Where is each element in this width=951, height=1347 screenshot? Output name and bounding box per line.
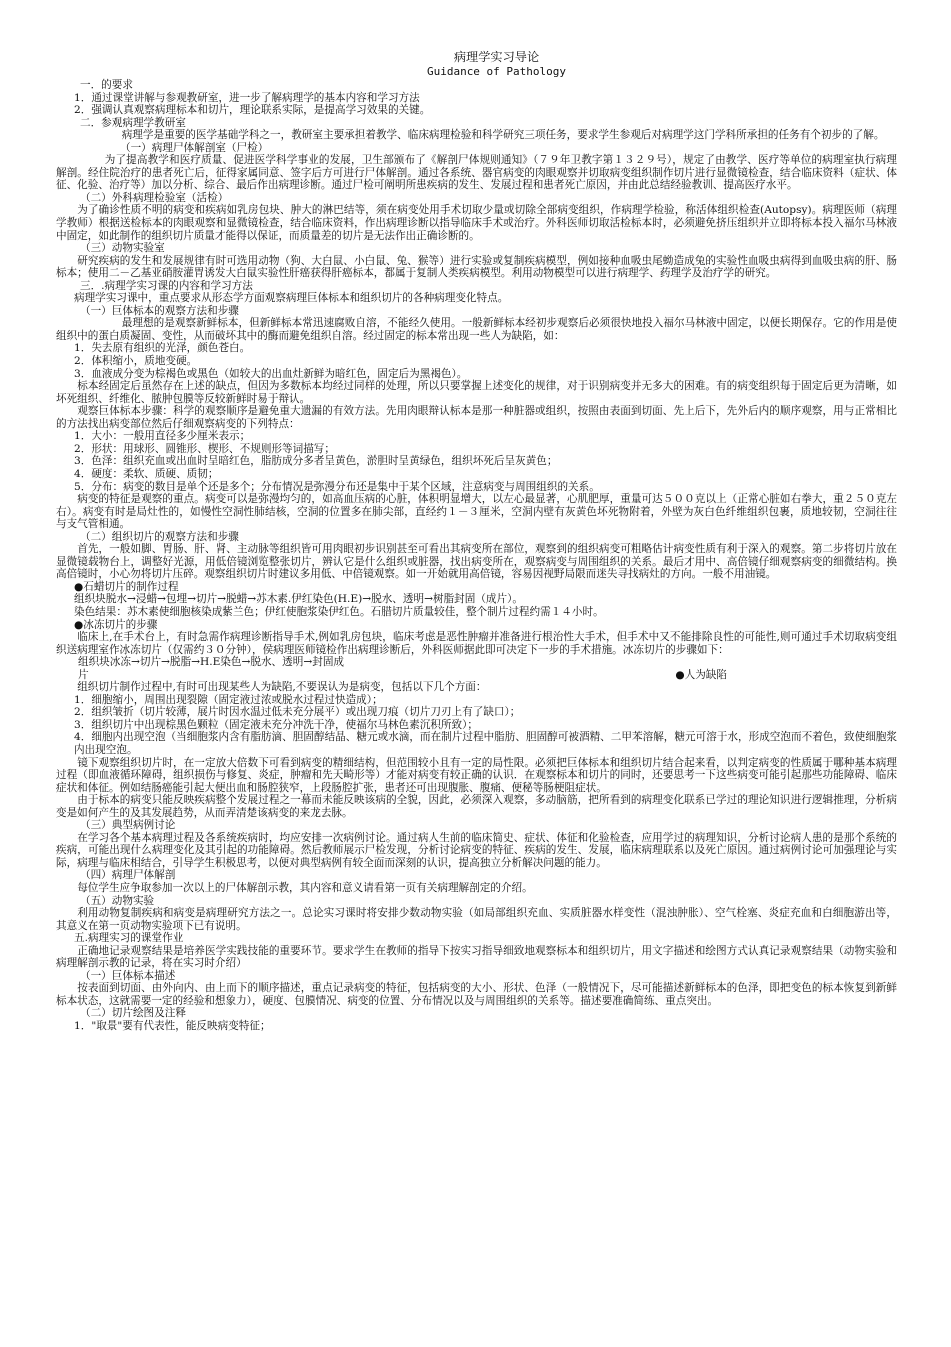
document-body [56, 79, 897, 1033]
paragraph: 组织切片制作过程中,有时可出现某些人为缺陷,不要误认为是病变，包括以下几个方面： [77, 681, 487, 694]
paragraph: 2．形状：用球形、圆锥形、楔形、不规则形等词描写； [74, 442, 335, 455]
paragraph: 观察巨体标本步骤：科学的观察顺序是避免重大遗漏的有效方法。先用肉眼辩认标本是那一种脏器或组织，按照由表面到切面、先上后下，先外后内的顺序观察，用与正常相比的方法找出病变部位然后仔细观察病变的下列特点： [56, 405, 897, 430]
paragraph: 2．体积缩小，质地变硬。 [74, 355, 198, 368]
section-heading: （五）动物实验 [80, 894, 155, 907]
paragraph: 每位学生应争取参加一次以上的尸体解剖示教，其内容和意义请看第一页有关病理解剖定的介绍。 [77, 882, 533, 894]
paragraph: 正确地记录观察结果是培养医学实践技能的重要环节。要求学生在教师的指导下按实习指导细致地观察标本和组织切片，用文字描述和绘图方式认真记录观察结果（动物实验和病理解剖示教的记录，将在实习时介绍） [56, 944, 897, 970]
paragraph: 1．"取景"要有代表性，能反映病变特征； [74, 1020, 271, 1033]
paragraph: 染色结果：苏木素使细胞核染成紫兰色；伊红使胞浆染伊红色。石腊切片质量较佳，整个制片过程约需１４小时。 [74, 605, 604, 618]
paragraph-left-text: 片 [78, 668, 89, 681]
paragraph: ●冰冻切片的步骤 [74, 618, 158, 631]
paragraph: 2．组织皱折（切片较薄，展片时因水温过低未充分展平）或出现刀痕（切片刀刃上有了缺口）； [74, 706, 521, 719]
paragraph: 2．强调认真观察病理标本和切片，理论联系实际，是提高学习效果的关键。 [74, 104, 431, 117]
document-subtitle: Guidance of Pathology [426, 65, 567, 78]
paragraph: 组织块冰冻→切片→脱脂→H.E染色→脱水、透明→封固成 [78, 656, 345, 669]
paragraph: 1．大小：一般用直径多少厘米表示； [74, 430, 251, 443]
section-heading: （四）病理尸体解剖 [80, 869, 176, 882]
paragraph: 最理想的是观察新鲜标本，但新鲜标本常迅速腐败自溶，不能经久使用。一般新鲜标本经初步观察后必须很快地投入福尔马林液中固定，以便长期保存。它的作用是使组织中的蛋白质凝固、变性，从而破坏其中的酶而避免组织自溶。经过固定的标本常出现一些人为缺陷，如： [56, 317, 897, 342]
paragraph: 1．细胞缩小，周围出现裂隙（固定液过浓或脱水过程过快造成）； [74, 693, 383, 706]
section-heading: （三）动物实验室 [80, 242, 165, 255]
section-heading: （二）切片绘图及注释 [80, 1007, 186, 1020]
paragraph: 按表面到切面、由外向内、由上而下的顺序描述，重点记录病变的特征，包括病变的大小、形状、色泽（一般情况下，尽可能描述新鲜标本的色泽，即把变色的标本恢复到新鲜标本状态，这就需要一定的经验和想象力），硬度、包膜情况、病变的位置、分布情况以及与周围组织的关系等。描述要准确简练、重点突出。 [56, 982, 897, 1007]
paragraph: 首先，一般如脚、胃肠、肝、肾、主动脉等组织皆可用肉眼初步识别甚至可看出其病变所在部位，观察到的组织病变可粗略估计病变性质有利于深入的观察。第二步将切片放在显微镜载物台上，调整好光源，用低倍镜浏览整张切片，辨认它是什么组织或脏器，找出病变所在，观察病变与周围组织的关系。最后才用中、高倍镜仔细观察病变的细微结构。换高倍镜时，小心勿将切片压碎。观察组织切片时建议多用低、中倍镜观察。如一开始就用高倍镜，容易因视野局限而迷失寻找病灶的方向。一般不用油镜。 [56, 543, 897, 581]
paragraph-split [56, 669, 897, 682]
paragraph: ●石蜡切片的制作过程 [74, 580, 179, 593]
section-heading: 一．的要求 [80, 79, 133, 91]
paragraph: 组织块脱水→浸蜡→包埋→切片→脱蜡→苏木素.伊红染色(H.E)→脱水、透明→树脂封固（成片）。 [74, 593, 523, 606]
paragraph: 为了提高教学和医疗质量、促进医学科学事业的发展，卫生部颁布了《解剖尸体规则通知》（７９年卫教字第１３２９号），规定了由教学、医疗等单位的病理室执行病理解剖。经住院治疗的患者死亡后，征得家属同意、签字后方可进行尸体解剖。通过各系统、器官病变的肉眼观察并切取病变组织制作切片进行显微镜检查，结合临床资料（症状、体征、化验、治疗等）加以分析、综合、最后作出病理诊断。通过尸检可阐明所患疾病的发生、发展过程和患者死亡原因，并由此总结经验教训、提高医疗水平。 [56, 154, 897, 192]
paragraph: 在学习各个基本病理过程及各系统疾病时，均应安排一次病例讨论。通过病人生前的临床简史、症状、体征和化验检查，应用学过的病理知识，分析讨论病人患的是那个系统的疾病，可能出现什么病理变化及其引起的功能障碍。然后教师展示尸检发现，分析讨论病变的特征、疾病的发生、发展，临床病理联系以及死亡原因。通过病例讨论可加强理论与实际，病理与临床相结合，引导学生积极思考，以便对典型病例有较全面而深刻的认识，提高独立分析解决问题的能力。 [56, 831, 897, 869]
paragraph: 标本经固定后虽然存在上述的缺点，但因为多数标本均经过同样的处理，所以只要掌握上述变化的规律，对于识别病变并无多大的困难。有的病变组织每于固定后更为清晰，如坏死组织、纤维化、脓肿包膜等反较新鲜时易于辩认。 [56, 380, 897, 405]
section-heading: （一）巨体标本描述 [80, 969, 176, 982]
paragraph: 五.病理实习的课堂作业 [74, 932, 184, 945]
section-heading: （二）组织切片的观察方法和步骤 [80, 530, 239, 543]
paragraph: 临床上,在手术台上，有时急需作病理诊断指导手术,例如乳房包块，临床考虑是恶性肿瘤并准备进行根治性大手术，但手术中又不能排除良性的可能性,则可通过手术切取病变组织送病理室作冰冻切片（仅需约３０分钟），侯病理医师镜检作出病理诊断后，外科医师据此即可决定下一步的手术措施。冰冻切片的步骤如下： [56, 631, 897, 656]
paragraph: 研究疾病的发生和发展规律有时可选用动物（狗、大白鼠、小白鼠、兔、猴等）进行实验或复制疾病模型，例如接种血吸虫尾蚴造成兔的实验性血吸虫病得到血吸虫病的肝、肠标本；使用二－乙基亚硝胺灌胃诱发大白鼠实验性肝癌获得肝癌标本，都属于复制人类疾病模型。利用动物模型可以进行病理学、药理学及治疗学的研究。 [56, 254, 897, 280]
paragraph: 镜下观察组织切片时，在一定放大倍数下可看到病变的精细结构，但范围较小且有一定的局性限。必须把巨体标本和组织切片结合起来看，以判定病变的性质属于哪种基本病理过程（即血液循环障碍，组织损伤与修复、炎症，肿瘤和先天畸形等）才能对病变有较正确的认识．在观察标本和切片的同时，还要思考一下这些病变可能引起那些功能障碍、临床症状和体征。例如结肠癌能引起大便出血和肠腔狭窄，上段肠腔扩张，患者还可出现腹胀、腹痛、便秘等肠梗阻症状。 [56, 756, 897, 794]
paragraph: 5．分布：病变的数目是单个还是多个；分布情况是弥漫分布还是集中于某个区域，注意病变与周围组织的关系。 [74, 480, 600, 493]
section-heading: 三．.病理学实习课的内容和学习方法 [80, 279, 253, 292]
paragraph: 3．色泽：组织充血或出血时呈暗红色，脂肪成分多者呈黄色，淤胆时呈黄绿色，组织坏死后呈灰黄色； [74, 455, 558, 468]
paragraph: 由于标本的病变只能反映疾病整个发展过程之一幕而未能反映该病的全貌，因此，必须深入观察，多动脑筋，把所看到的病理变化联系已学过的理论知识进行逻辑推理，分析病变是如何产生的及其发展趋势，从而弄清楚该病变的来龙去脉。 [56, 794, 897, 819]
paragraph: 病理学是重要的医学基础学科之一，教研室主要承担着教学、临床病理检验和科学研究三项任务，要求学生参观后对病理学这门学科所承担的任务有个初步的了解。 [121, 129, 885, 142]
paragraph: 3．组织切片中出现棕黑色颗粒（固定液未充分冲洗干净，使福尔马林色素沉积所致）； [74, 718, 478, 731]
paragraph: 1．通过课堂讲解与参观教研室，进一步了解病理学的基本内容和学习方法 [74, 91, 420, 104]
paragraph: 3．血液成分变为棕褐色或黑色（如较大的出血灶新鲜为暗红色，固定后为黑褐色）。 [74, 367, 468, 380]
paragraph: 病理学实习课中，重点要求从形态学方面观察病理巨体标本和组织切片的各种病理变化特点。 [74, 292, 509, 305]
section-heading: （三）典型病例讨论 [80, 819, 176, 832]
paragraph: 4．硬度：柔软、质硬、质韧； [74, 467, 219, 480]
section-heading-artifacts: ●人为缺陷 [675, 668, 727, 681]
paragraph: 病变的特征是观察的重点。病变可以是弥漫均匀的，如高血压病的心脏，体积明显增大，以左心最显著，心肌肥厚，重量可达５００克以上（正常心脏如右拳大，重２５０克左右）。病变有时是局灶性的，如慢性空洞性肺结核，空洞的位置多在肺尖部，直经约１－３厘米，空洞内壁有灰黄色坏死物附着，外壁为灰白色纤维组织包裹，质地较韧，空洞往往与支气管相通。 [56, 493, 897, 531]
section-heading: 二．参观病理学教研室 [80, 116, 186, 129]
paragraph: 利用动物复制疾病和病变是病理研究方法之一。总论实习课时将安排少数动物实验（如局部组织充血、实质脏器水样变性（混浊肿胀）、空气栓塞、炎症充血和白细胞游出等，其意义在第一页动物实验项下已有说明。 [56, 907, 897, 932]
section-heading: （二）外科病理检验室（活检） [80, 191, 229, 204]
paragraph: 1．失去原有组织的光泽，颜色苍白。 [74, 342, 251, 355]
paragraph: 4．细胞内出现空泡（当细胞浆内含有脂肪滴、胆固醇结晶、糖元或水滴，而在制片过程中脂肪、胆固醇可被酒精、二甲苯溶解，糖元可溶于水，形成空泡而不着色，致使细胞浆内出现空泡。 [74, 731, 897, 756]
paragraph: 为了确诊性质不明的病变和疾病如乳房包块、肿大的淋巴结等，须在病变处用手术切取少量或切除全部病变组织，作病理学检验，称活体组织检查(Autopsy)。病理医师（病理学教师）根据送检标本的肉眼观察和显微镜检查，结合临床资料，作出病理诊断以指导临床手术或治疗。外科医师切取活检标本时，必须避免挤压组织并立即将标本投入福尔马林液中固定，如此制作的组织切片质量才能得以保证，而质量差的切片是无法作出正确诊断的。 [56, 204, 897, 242]
section-heading: （一）巨体标本的观察方法和步骤 [80, 304, 239, 317]
section-heading: （一）病理尸体解剖室（尸检） [120, 141, 269, 154]
document-title: 病理学实习导论 [453, 50, 540, 64]
